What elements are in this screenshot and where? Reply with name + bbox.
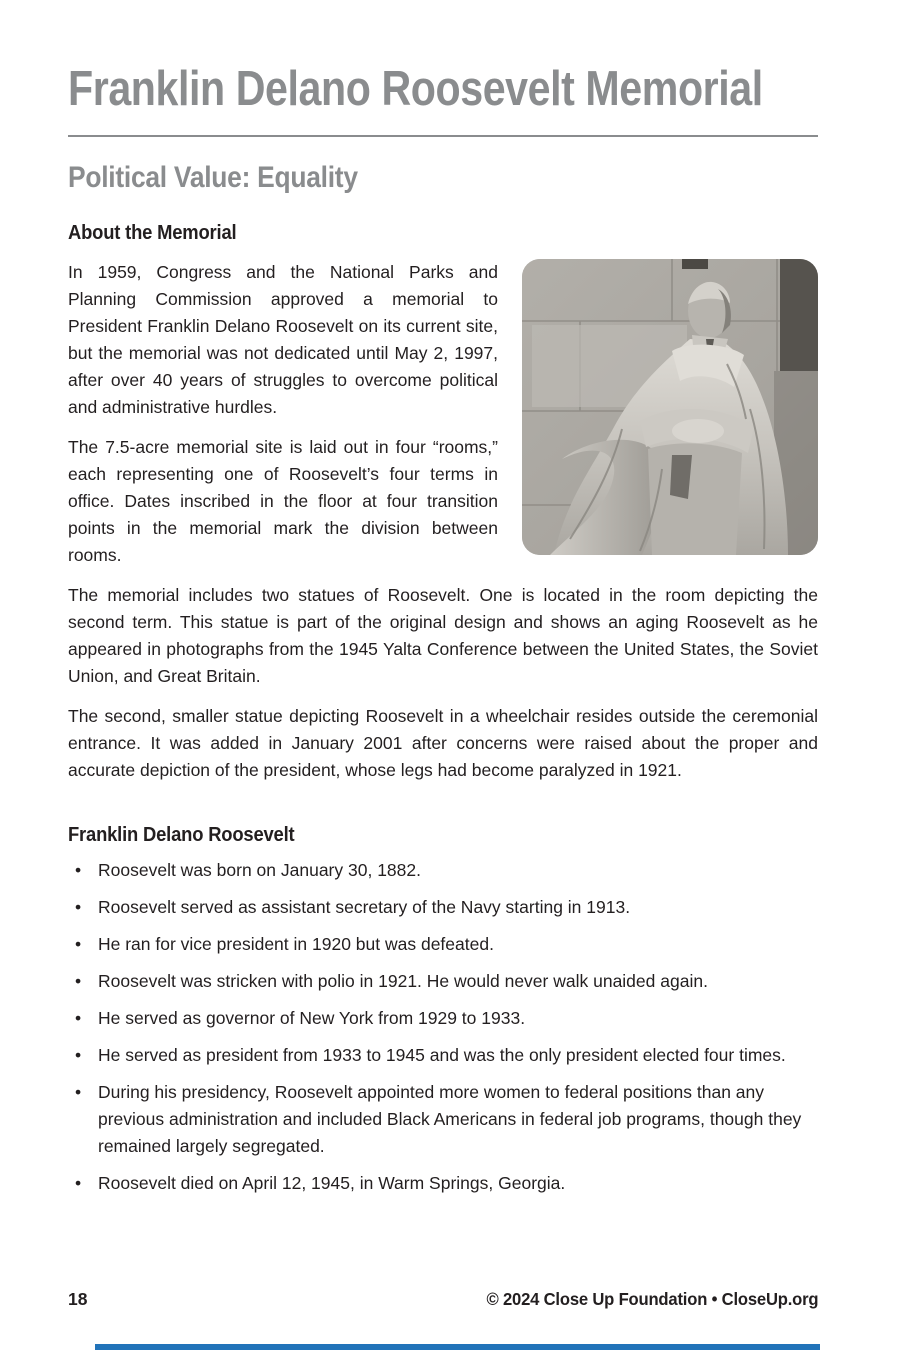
bullet-icon: • bbox=[75, 859, 82, 880]
about-text-with-photo bbox=[68, 245, 818, 569]
bullet-icon: • bbox=[75, 1007, 82, 1028]
fdr-statue-illustration bbox=[522, 259, 818, 555]
page-number: 18 bbox=[68, 1289, 88, 1309]
list-item-text: He ran for vice president in 1920 but was defeated. bbox=[98, 933, 494, 954]
about-paragraph-3: The memorial includes two statues of Roosevelt. One is located in the room depicting the second term. This statue is part of the original design and shows an aging Roosevelt as he appeared in photographs from the 1945 Yalta Conference between the United States, the Soviet Union, and Great Britain. bbox=[68, 584, 818, 686]
bullet-icon: • bbox=[75, 933, 82, 954]
section-heading-about: About the Memorial bbox=[68, 221, 237, 244]
about-paragraph-2: The 7.5-acre memorial site is laid out in four “rooms,” each representing one of Roosevelt’s four terms in office. Dates inscribed in the floor at four transition points in the memorial mark the division between rooms. bbox=[68, 436, 498, 565]
page-footer bbox=[68, 1289, 818, 1310]
bottom-accent-bar bbox=[95, 1344, 820, 1350]
about-paragraph-1: In 1959, Congress and the National Parks and Planning Commission approved a memorial to President Franklin Delano Roosevelt on its current site, but the memorial was not dedicated until May 2, 1997, after over 40 years of struggles to overcome political and administrative hurdles. bbox=[68, 261, 498, 417]
list-item bbox=[68, 1005, 818, 1032]
list-item-text: He served as president from 1933 to 1945 and was the only president elected four times. bbox=[98, 1044, 786, 1065]
page-subtitle: Political Value: Equality bbox=[68, 161, 358, 195]
bullet-icon: • bbox=[75, 1172, 82, 1193]
list-item bbox=[68, 1170, 818, 1197]
copyright-text: © 2024 Close Up Foundation • CloseUp.org bbox=[486, 1289, 818, 1309]
fdr-statue-photo bbox=[522, 259, 818, 555]
list-item-text: Roosevelt died on April 12, 1945, in Warm Springs, Georgia. bbox=[98, 1172, 566, 1193]
list-item bbox=[68, 1079, 818, 1160]
list-item-text: Roosevelt was born on January 30, 1882. bbox=[98, 859, 421, 880]
bullet-icon: • bbox=[75, 1044, 82, 1065]
list-item bbox=[68, 894, 818, 921]
page-title: Franklin Delano Roosevelt Memorial bbox=[68, 62, 763, 116]
list-item-text: He served as governor of New York from 1929 to 1933. bbox=[98, 1007, 526, 1028]
list-item-text: Roosevelt served as assistant secretary of the Navy starting in 1913. bbox=[98, 896, 631, 917]
bullet-icon: • bbox=[75, 896, 82, 917]
list-item bbox=[68, 931, 818, 958]
list-item bbox=[68, 1042, 818, 1069]
list-item-text: Roosevelt was stricken with polio in 1921. He would never walk unaided again. bbox=[98, 970, 708, 991]
list-item-text: During his presidency, Roosevelt appointed more women to federal positions than any previous administration and included Black Americans in federal job programs, though they remained largely segregated. bbox=[98, 1081, 802, 1156]
list-item bbox=[68, 857, 818, 884]
section-heading-fdr: Franklin Delano Roosevelt bbox=[68, 823, 295, 846]
list-item bbox=[68, 968, 818, 995]
fdr-facts-list bbox=[68, 857, 818, 1197]
bullet-icon: • bbox=[75, 1081, 82, 1102]
bullet-icon: • bbox=[75, 970, 82, 991]
about-paragraph-4: The second, smaller statue depicting Roosevelt in a wheelchair resides outside the ceremonial entrance. It was added in January 2001 after concerns were raised about the proper and accurate depiction of the president, whose legs had become paralyzed in 1921. bbox=[68, 705, 818, 780]
